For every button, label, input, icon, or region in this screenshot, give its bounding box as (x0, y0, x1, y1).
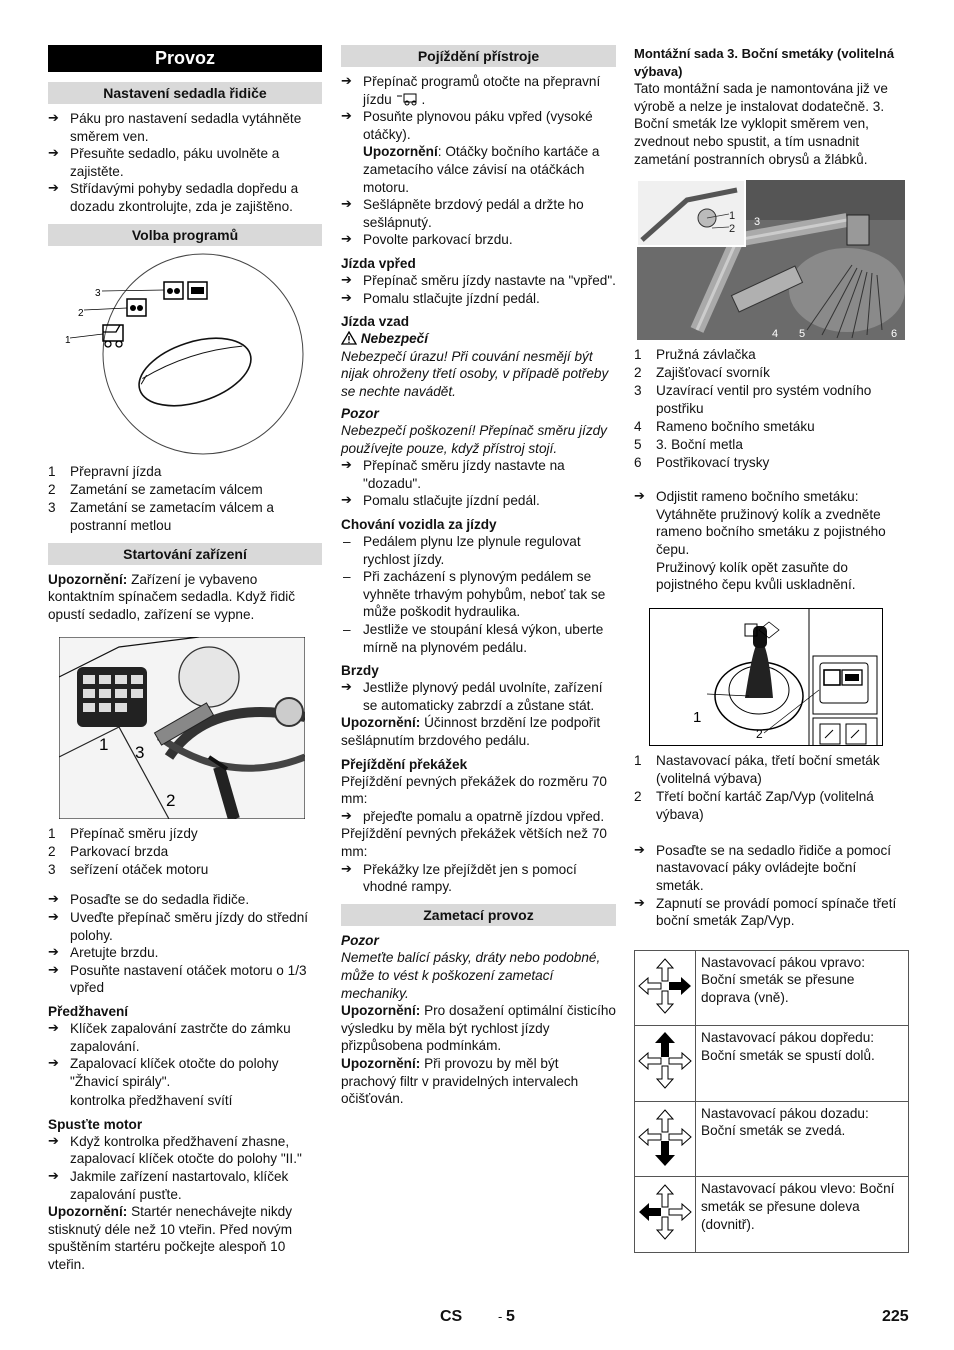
arrow-down-icon (635, 1101, 696, 1177)
motor-note: Upozornění: Startér nenechávejte nikdy stisknutý déle než 10 vteřin. Před novým spuštěním startéru počkejte alespoň 10 vteřin. (48, 1204, 293, 1273)
step: ➔ Zapalovací klíček otočte do polohy "Žhavicí spirály". (48, 1055, 322, 1090)
legend-item: 3 Zametání se zametacím válcem a postranní metlou (48, 499, 274, 533)
legend-item: 2 Třetí boční kartáč Zap/Vyp (volitelná výbava) (634, 788, 874, 822)
program-knob (131, 325, 260, 418)
subheading-preheat: Předžhavení (48, 1003, 129, 1019)
step: ➔ Střídavými pohyby sedadla dopředu a dozadu zkontrolujte, zda je zajištěno. (48, 180, 322, 215)
step: ➔ Povolte parkovací brzdu. (341, 231, 616, 249)
callout-3: 3 (95, 287, 101, 299)
step: ➔ Posaďte se do sedadla řidiče. (48, 891, 322, 909)
joystick-figure (649, 608, 906, 746)
list-item: – Při zacházení s plynovým pedálem se vyhněte trhavým pohybům, neboť tak se může poškodit hydraulika. (341, 568, 616, 621)
callout-2: 2 (78, 307, 84, 319)
step: ➔ Posaďte se na sedadlo řidiče a pomocí nastavovací páky ovládejte boční smeták. (634, 842, 906, 895)
callout-3: 3 (754, 216, 761, 229)
sweep-brush-icon (164, 282, 207, 299)
danger-label: Nebezpečí (341, 330, 616, 348)
callout-2: 2 (729, 223, 736, 236)
footer-local-page: - 5 (498, 1308, 515, 1325)
callout-1: 1 (693, 708, 702, 726)
list-item: – Pedálem plynu lze plynule regulovat rychlost jízdy. (341, 533, 616, 568)
step: ➔ Jakmile zařízení nastartovalo, klíček zapalování pusťte. (48, 1168, 322, 1203)
table-row (635, 950, 909, 1026)
start-note: Upozornění: Zařízení je vybaveno kontaktním spínačem sedadla. Když řidič opustí sedadlo, zařízení se vypne. (48, 571, 296, 622)
step: ➔ Pomalu stlačujte jízdní pedál. (341, 492, 616, 510)
callout-1: 1 (65, 334, 71, 346)
step: ➔ Přepínač programů otočte na přepravní jízdu . (341, 73, 616, 108)
side-broom-photo (637, 180, 906, 340)
obstacle-text: Přejíždění pevných překážek do rozměru 70 mm: (341, 773, 607, 807)
step: ➔ Posuňte plynovou páku vpřed (vysoké otáčky). (341, 108, 616, 143)
table-cell: Nastavovací pákou vpravo: Boční smeták se přesune doprava (vně). (696, 950, 909, 1026)
sweep-note: Upozornění: Pro dosažení optimální čisticího výsledku by měla být rychlost jízdy přizpůsobena podmínkám. (341, 1003, 616, 1054)
drive-note: Upozornění: Otáčky bočního kartáče a zametacího válce závisí na otáčkách motoru. (363, 144, 600, 195)
brake-note: Upozornění: Účinnost brzdění lze podpořit sešlápnutím brzdového pedálu. (341, 715, 601, 748)
section-sweep: Zametací provoz (341, 904, 616, 926)
legend-item: 1 Nastavovací páka, třetí boční smeták (volitelná výbava) (634, 752, 880, 786)
step: ➔ přejeďte pomalu a opatrně jízdou vpřed. (341, 808, 616, 826)
step: ➔ Klíček zapalování zastrčte do zámku zapalování. (48, 1020, 322, 1055)
callout-5: 5 (799, 328, 806, 341)
table-row (635, 1101, 909, 1177)
section-drive: Pojíždění přístroje (341, 45, 616, 67)
step: ➔ Páku pro nastavení sedadla vytáhněte směrem ven. (48, 110, 322, 145)
caution-label: Pozor (341, 405, 379, 421)
legend-item: 6 Postřikovací trysky (634, 455, 770, 471)
step: ➔ Zapnutí se provádí pomocí spínače třetí boční smeták Zap/Vyp. (634, 895, 906, 930)
step: ➔ Přepínač směru jízdy nastavte na "vpřed". (341, 272, 616, 290)
callout-2: 2 (166, 791, 176, 811)
step: ➔ Sešlápněte brzdový pedál a držte ho sešlápnutý. (341, 196, 616, 231)
kit-title: Montážní sada 3. Boční smetáky (volitelná výbava) (634, 46, 895, 79)
step: ➔ Překážky lze přejíždět jen s pomocí vhodné rampy. (341, 861, 616, 896)
legend-item: 2 Zametání se zametacím válcem (48, 481, 263, 497)
footer-lang: CS (440, 1308, 463, 1325)
section-seat: Nastavení sedadla řidiče (48, 82, 322, 104)
table-cell: Nastavovací pákou dopředu: Boční smeták se spustí dolů. (696, 1026, 909, 1102)
table-row (635, 1177, 909, 1253)
subheading-reverse: Jízda vzad (341, 314, 409, 330)
warning-icon (341, 331, 357, 345)
legend-item: 5 3. Boční metla (634, 437, 743, 453)
legend-item: 4 Rameno bočního smetáku (634, 419, 815, 435)
step: ➔ Uveďte přepínač směru jízdy do střední polohy. (48, 909, 322, 944)
callout-2: 2 (756, 726, 763, 741)
legend-item: 1 Přepravní jízda (48, 463, 162, 479)
danger-text: Nebezpečí úrazu! Při couvání nesmějí být nijak ohroženy třetí osoby, v případě potřeby se nechte navádět. (341, 348, 609, 399)
dashboard-photo (59, 637, 322, 819)
subheading-behaviour: Chování vozidla za jízdy (341, 517, 497, 533)
legend-item: 1 Přepínač směru jízdy (48, 826, 198, 842)
table-cell: Nastavovací pákou dozadu: Boční smeták se zvedá. (696, 1101, 909, 1177)
step: ➔ Když kontrolka předžhavení zhasne, zapalovací klíček otočte do polohy "II." (48, 1133, 322, 1168)
step: ➔ Přesuňte sedadlo, páku uvolněte a zajistěte. (48, 145, 322, 180)
arrow-up-icon (635, 1026, 696, 1102)
kit-text: Tato montážní sada je namontována již ve výrobě a nelze je instalovat dodatečně. 3. Boční smeták lze vyklopit směrem ven, zvednout nebo spustit, a tím usnadnit zametání postranních obrysů a žlábků. (634, 81, 888, 167)
sweep-caution-text: Nemeťte balící pásky, dráty nebo podobné, může to vést k poškození zametací mechaniky. (341, 950, 601, 1001)
sweep-note: Upozornění: Při provozu by měl být prachový filtr v pravidelných intervalech očišťován. (341, 1055, 579, 1107)
obstacle-text: Přejíždění pevných překážek větších než 70 mm: (341, 826, 607, 859)
preheat-lamp-text: kontrolka předžhavení svítí (70, 1093, 233, 1109)
caution-text: Nebezpečí poškození! Přepínač směru jízdy používejte pouze, když přístroj stojí. (341, 423, 607, 456)
legend-item: 3 seřízení otáček motoru (48, 862, 209, 878)
step: ➔ Aretujte brzdu. (48, 944, 322, 962)
main-title: Provoz (48, 45, 322, 72)
subheading-brakes: Brzdy (341, 663, 379, 679)
program-selector-figure (48, 252, 322, 457)
subheading-motor: Spusťte motor (48, 1116, 143, 1132)
legend-item: 1 Pružná závlačka (634, 347, 756, 363)
arrow-right-icon (635, 950, 696, 1026)
legend-item: 2 Parkovací brzda (48, 844, 169, 860)
section-program: Volba programů (48, 224, 322, 246)
sweep-caution-label: Pozor (341, 932, 379, 948)
legend-item: 2 Zajišťovací svorník (634, 365, 770, 381)
subheading-obstacles: Přejíždění překážek (341, 756, 468, 772)
column-2 (341, 45, 616, 1108)
step: ➔ Pomalu stlačujte jízdní pedál. (341, 290, 616, 308)
step: ➔ Posuňte nastavení otáček motoru o 1/3 vpřed (48, 962, 322, 997)
sweep-roller-icon (127, 299, 146, 316)
list-item: – Jestliže ve stoupání klesá výkon, uberte mírně na plynovém pedálu. (341, 621, 616, 656)
legend-item: 3 Uzavírací ventil pro systém vodního postřiku (634, 383, 872, 417)
transport-mode-icon (396, 92, 422, 106)
step: ➔ Odjistit rameno bočního smetáku: Vytáhněte pružinový kolík a zvedněte rameno bočního smetáku z pojistného čepu. (634, 488, 906, 558)
arrow-left-icon (635, 1177, 696, 1253)
column-3 (634, 45, 906, 1253)
column-1 (48, 45, 322, 1274)
lever-table (634, 950, 909, 1253)
callout-6: 6 (891, 328, 898, 341)
step: ➔ Jestliže plynový pedál uvolníte, zařízení se automaticky zabrzdí a zůstane stát. (341, 679, 616, 714)
section-start: Startování zařízení (48, 543, 322, 565)
table-cell: Nastavovací pákou vlevo: Boční smeták se přesune doleva (dovnitř). (696, 1177, 909, 1253)
callout-3: 3 (135, 743, 145, 763)
step: ➔ Přepínač směru jízdy nastavte na "dozadu". (341, 457, 616, 492)
callout-1: 1 (729, 210, 736, 223)
callout-1: 1 (99, 735, 109, 755)
unlock-text: Pružinový kolík opět zasuňte do pojistného čepu kvůli uskladnění. (656, 559, 856, 593)
callout-4: 4 (772, 328, 779, 341)
table-row (635, 1026, 909, 1102)
subheading-forward: Jízda vpřed (341, 255, 416, 271)
footer-page-number: 225 (882, 1308, 909, 1325)
